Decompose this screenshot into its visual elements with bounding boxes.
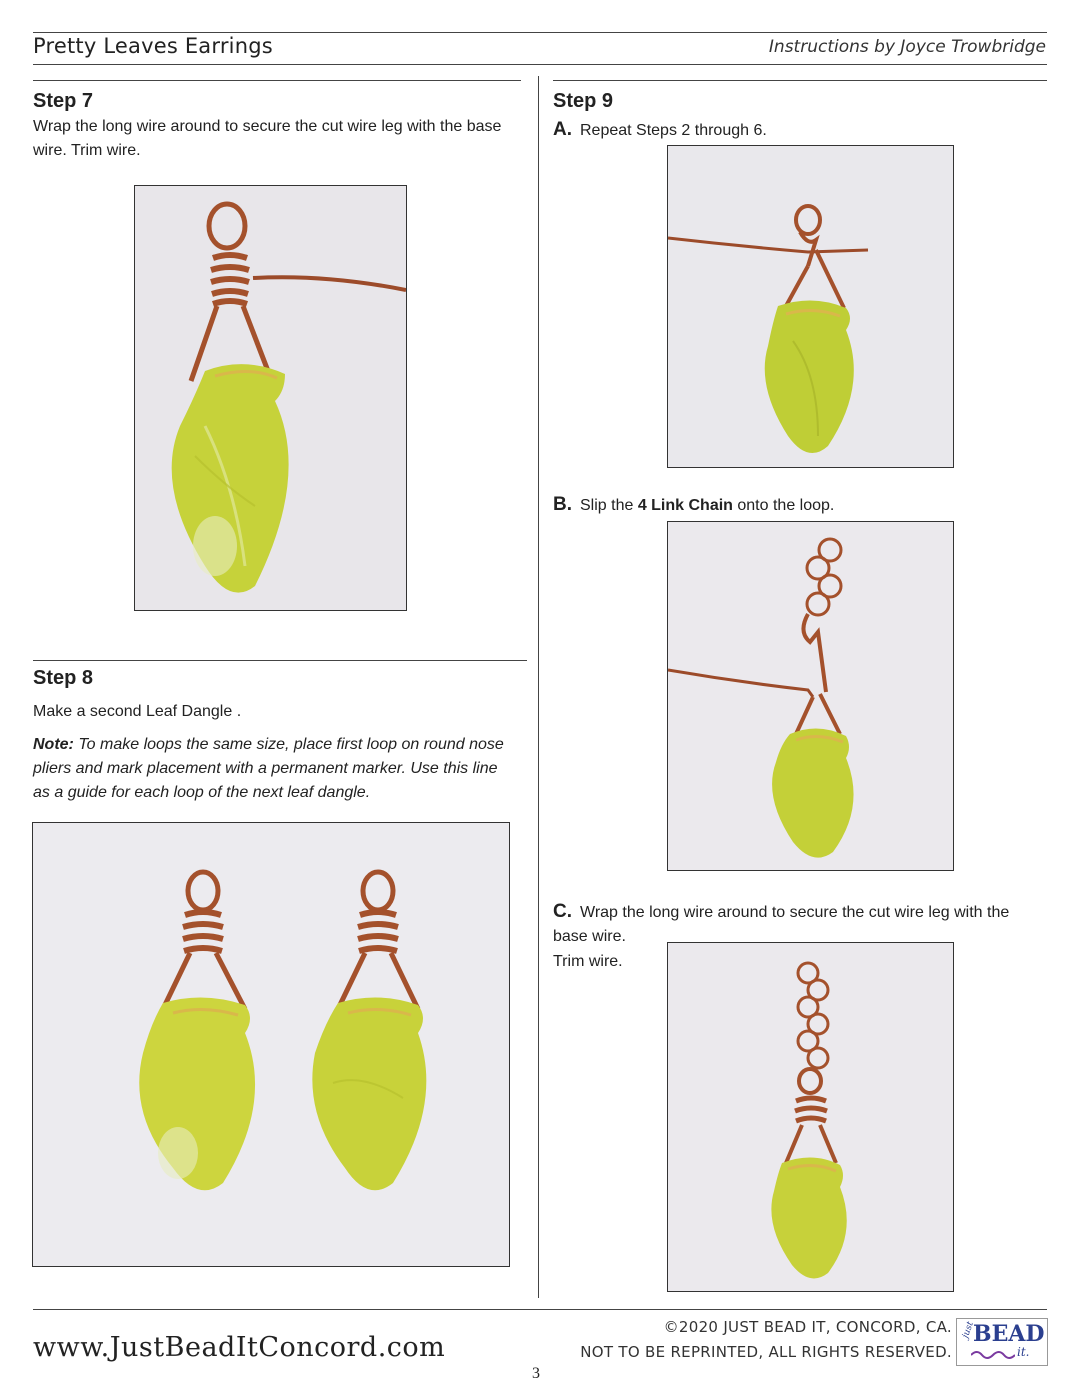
step9-b-text-after: onto the loop. bbox=[732, 497, 835, 514]
logo-sub-text: it. bbox=[1017, 1345, 1030, 1359]
step7-top-rule bbox=[33, 80, 521, 81]
step8-note bbox=[33, 733, 508, 805]
step9-b-text-before: Slip the bbox=[580, 497, 638, 514]
step9-c-trim: Trim wire. bbox=[553, 953, 623, 970]
footer-rule bbox=[33, 1309, 1047, 1310]
step9c-photo bbox=[667, 942, 954, 1292]
step8-text: Make a second Leaf Dangle . bbox=[33, 703, 242, 720]
step9-c-label: C. bbox=[553, 901, 572, 922]
step9-a-label: A. bbox=[553, 119, 572, 140]
copyright-line-1: ©2020 JUST BEAD IT, CONCORD, CA. bbox=[663, 1318, 952, 1336]
step9-c-text: Wrap the long wire around to secure the cut wire leg with the base wire. bbox=[553, 904, 1010, 945]
step9b-photo bbox=[667, 521, 954, 871]
note-text: To make loops the same size, place first loop on round nose pliers and mark placement with a permanent marker. Use this line as a guide for each loop of the next leaf dangle. bbox=[33, 736, 504, 801]
step8-photo bbox=[32, 822, 510, 1267]
step7-heading: Step 7 bbox=[33, 90, 94, 112]
logo-small-text: just bbox=[960, 1320, 976, 1340]
just-bead-it-logo bbox=[956, 1318, 1048, 1366]
website-url[interactable]: www.JustBeadItConcord.com bbox=[33, 1332, 446, 1363]
page-number: 3 bbox=[532, 1365, 540, 1382]
step9-a-text: Repeat Steps 2 through 6. bbox=[580, 122, 767, 139]
step9a-photo bbox=[667, 145, 954, 468]
step9-top-rule bbox=[553, 80, 1047, 81]
copyright-line-2: NOT TO BE REPRINTED, ALL RIGHTS RESERVED. bbox=[580, 1343, 952, 1361]
header-bottom-rule bbox=[33, 64, 1047, 65]
step9-a-line bbox=[553, 118, 767, 143]
step8-top-rule bbox=[33, 660, 527, 661]
step7-text: Wrap the long wire around to secure the cut wire leg with the base wire. Trim wire. bbox=[33, 118, 502, 159]
header-top-rule bbox=[33, 32, 1047, 33]
step7-photo bbox=[134, 185, 407, 611]
note-label: Note: bbox=[33, 736, 74, 753]
step9-b-label: B. bbox=[553, 494, 572, 515]
step9-b-chain-name: 4 Link Chain bbox=[637, 497, 733, 514]
document-title: Pretty Leaves Earrings bbox=[33, 34, 273, 58]
step9-heading: Step 9 bbox=[553, 90, 614, 112]
logo-main-text: BEAD bbox=[973, 1321, 1045, 1347]
author-credit: Instructions by Joyce Trowbridge bbox=[768, 37, 1046, 57]
column-divider bbox=[538, 76, 539, 1298]
step8-heading: Step 8 bbox=[33, 667, 94, 689]
step9-b-line bbox=[553, 493, 834, 518]
logo-wave-icon bbox=[971, 1349, 1015, 1361]
